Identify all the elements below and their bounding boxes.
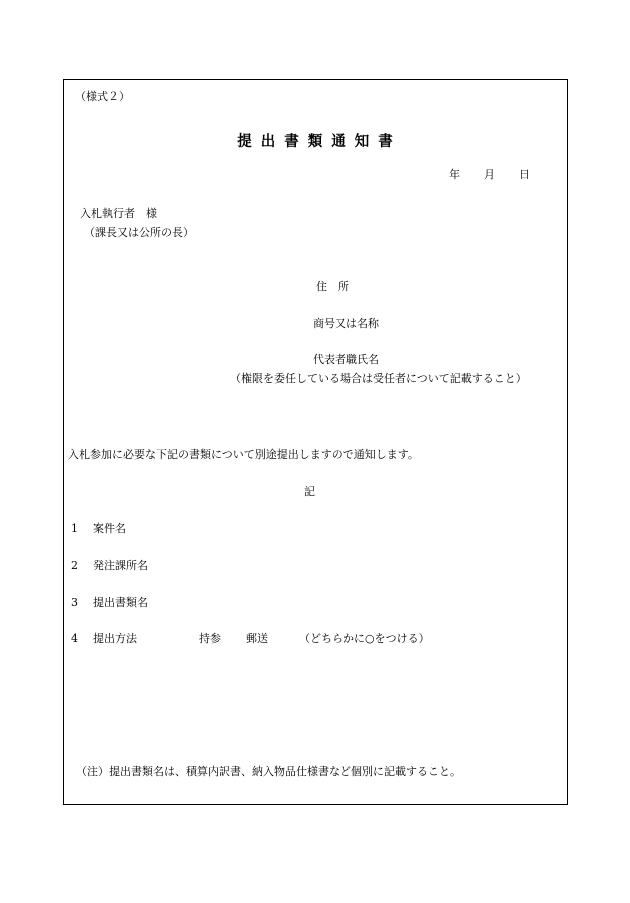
delegation-note: （権限を委任している場合は受任者について記載すること）: [230, 372, 527, 385]
document-title: 提出書類通知書: [237, 133, 402, 150]
sender-representative-label: 代表者職氏名: [313, 353, 379, 366]
item-label: 提出方法: [93, 632, 137, 645]
sender-address-label: 住 所: [316, 280, 349, 293]
item-number: 1: [71, 522, 78, 535]
method-instruction: （どちらかに○をつける）: [299, 632, 430, 645]
form-frame: [63, 79, 568, 805]
date-day: 日: [519, 168, 530, 181]
item-label: 提出書類名: [93, 596, 148, 609]
date-year: 年: [449, 168, 460, 181]
item-4: [71, 633, 137, 644]
date-month: 月: [484, 168, 495, 181]
item-number: 3: [71, 596, 78, 609]
item-1: [71, 523, 126, 534]
ki-heading: 記: [304, 485, 315, 498]
body-text: 入札参加に必要な下記の書類について別途提出しますので通知します。: [68, 448, 419, 461]
item-number: 2: [71, 559, 78, 572]
addressee-note: （課長又は公所の長）: [84, 226, 194, 239]
sender-company-label: 商号又は名称: [313, 317, 379, 330]
item-number: 4: [71, 632, 78, 645]
form-label: （様式２）: [75, 90, 130, 103]
method-option-mail: 郵送: [246, 632, 268, 645]
item-label: 案件名: [93, 522, 126, 535]
item-label: 発注課所名: [93, 559, 148, 572]
addressee-name: 入札執行者 様: [80, 207, 157, 220]
method-option-carry: 持参: [199, 632, 221, 645]
item-2: [71, 560, 148, 571]
footnote: （注）提出書類名は、積算内訳書、納入物品仕様書など個別に記載すること。: [76, 765, 461, 778]
item-3: [71, 597, 148, 608]
